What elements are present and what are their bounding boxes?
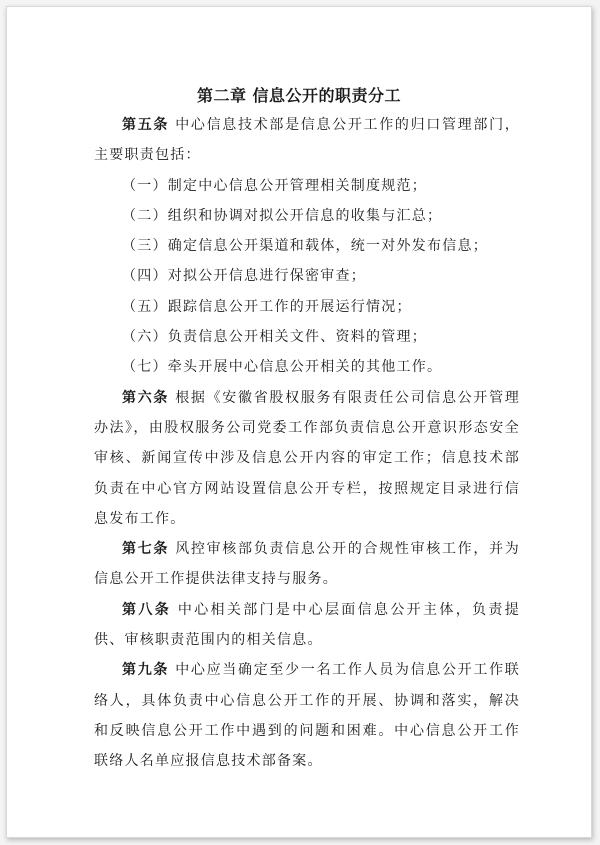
- article-9: [94, 655, 520, 776]
- chapter-title: 第二章 信息公开的职责分工: [196, 86, 402, 105]
- article-5-item-7: （七）牵头开展中心信息公开相关的其他工作。: [122, 359, 443, 376]
- article-6-text: 根据《安徽省股权服务有限责任公司信息公开管理办法》，由股权服务公司党委工作部负责信息公开意识形态安全审核、新闻宣传中涉及信息公开内容的审定工作；信息技术部负责在中心官方网站设置信息公开专栏，按照规定目录进行信息发布工作。: [94, 389, 521, 527]
- article-7: [94, 534, 520, 595]
- article-8-text: 中心相关部门是中心层面信息公开主体，负责提供、审核职责范围内的相关信息。: [94, 601, 521, 649]
- article-5-item-4: （四）对拟公开信息进行保密审查；: [122, 268, 366, 285]
- article-5-item-3: （三）确定信息公开渠道和载体，统一对外发布信息；: [122, 238, 488, 255]
- article-9-text: 中心应当确定至少一名工作人员为信息公开工作联络人，具体负责中心信息公开工作的开展、协调和落实，解决和反映信息公开工作中遇到的问题和困难。中心信息公开工作联络人名单应报信息技术部备案。: [94, 662, 521, 770]
- document-page: [6, 6, 592, 838]
- article-6-label: 第六条: [122, 389, 170, 406]
- article-7-text: 风控审核部负责信息公开的合规性审核工作，并为信息公开工作提供法律支持与服务。: [94, 541, 521, 588]
- article-8-label: 第八条: [122, 601, 172, 618]
- article-5-item-5: （五）跟踪信息公开工作的开展运行情况；: [122, 298, 412, 315]
- article-5-text: 中心信息技术部是信息公开工作的归口管理部门，主要职责包括：: [94, 117, 521, 164]
- article-7-label: 第七条: [122, 541, 170, 558]
- document-body: [94, 110, 520, 777]
- article-8: [94, 595, 520, 656]
- article-5-label: 第五条: [122, 117, 170, 133]
- article-9-label: 第九条: [122, 662, 170, 679]
- article-5-item-6: （六）负责信息公开相关文件、资料的管理；: [122, 329, 427, 346]
- article-5: [94, 110, 520, 171]
- article-5-item-2: （二）组织和协调对拟公开信息的收集与汇总；: [122, 207, 443, 224]
- article-6: [94, 383, 520, 534]
- article-5-item-1: （一）制定中心信息公开管理相关制度规范；: [122, 177, 427, 194]
